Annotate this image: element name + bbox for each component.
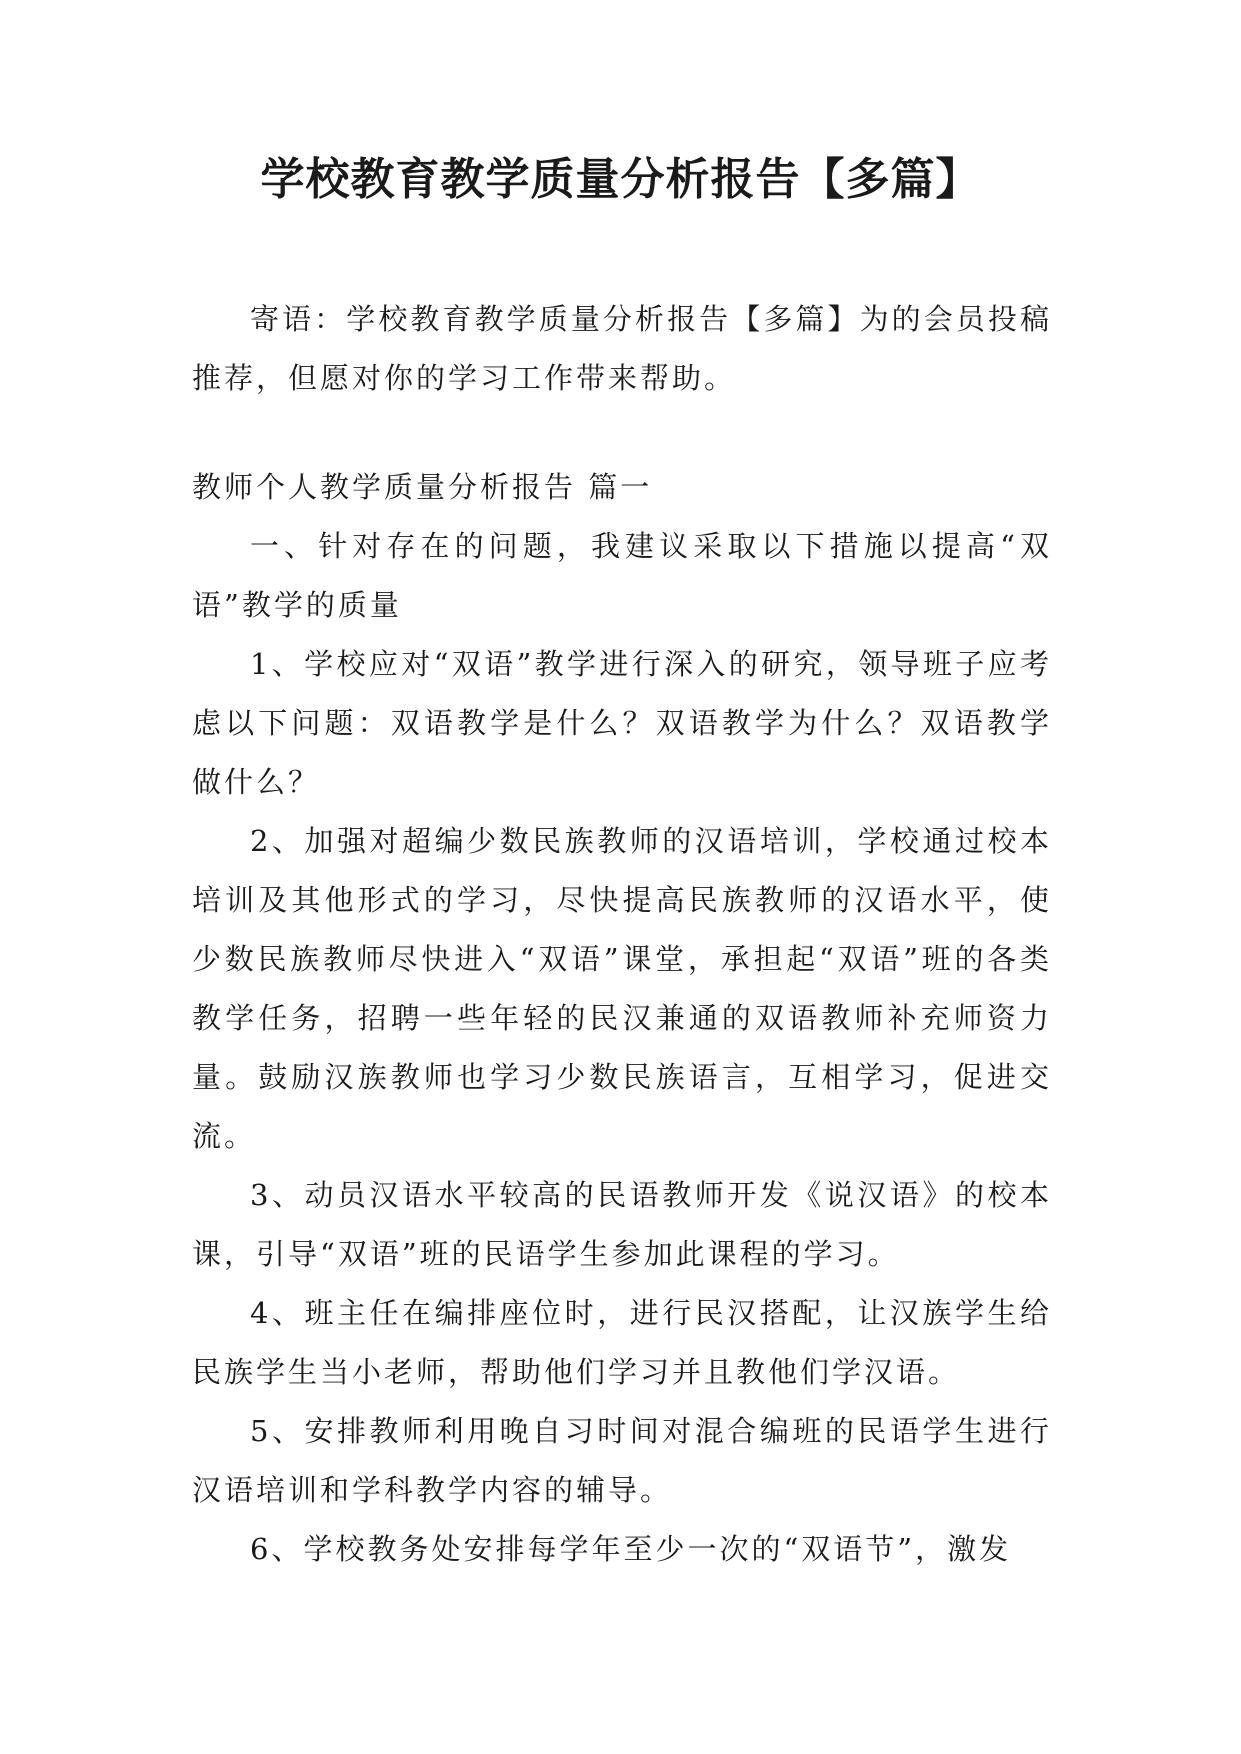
paragraph-6: 5、安排教师利用晚自习时间对混合编班的民语学生进行汉语培训和学科教学内容的辅导。	[192, 1414, 1052, 1507]
paragraph-3: 2、加强对超编少数民族教师的汉语培训，学校通过校本培训及其他形式的学习，尽快提高民族教师的汉语水平，使少数民族教师尽快进入“双语”课堂，承担起“双语”班的各类教学任务，招聘一些年轻的民汉兼通的双语教师补充师资力量。鼓励汉族教师也学习少数民族语言，互相学习，促进交流。	[192, 824, 1052, 1153]
paragraph-7: 6、学校教务处安排每学年至少一次的“双语节”，激发	[250, 1532, 1012, 1566]
paragraph-2: 1、学校应对“双语”教学进行深入的研究，领导班子应考虑以下问题：双语教学是什么？双语教学为什么？双语教学做什么？	[192, 647, 1052, 799]
document-title: 学校教育教学质量分析报告【多篇】	[260, 154, 981, 205]
document-body	[192, 290, 1052, 1579]
paragraph-5: 4、班主任在编排座位时，进行民汉搭配，让汉族学生给民族学生当小老师，帮助他们学习并且教他们学汉语。	[192, 1296, 1052, 1389]
paragraph-1: 一、针对存在的问题，我建议采取以下措施以提高“双语”教学的质量	[192, 529, 1052, 622]
intro-paragraph: 寄语：学校教育教学质量分析报告【多篇】为的会员投稿推荐，但愿对你的学习工作带来帮助。	[192, 302, 1052, 395]
section-heading: 教师个人教学质量分析报告 篇一	[192, 470, 653, 504]
paragraph-4: 3、动员汉语水平较高的民语教师开发《说汉语》的校本课，引导“双语”班的民语学生参加此课程的学习。	[192, 1178, 1052, 1271]
